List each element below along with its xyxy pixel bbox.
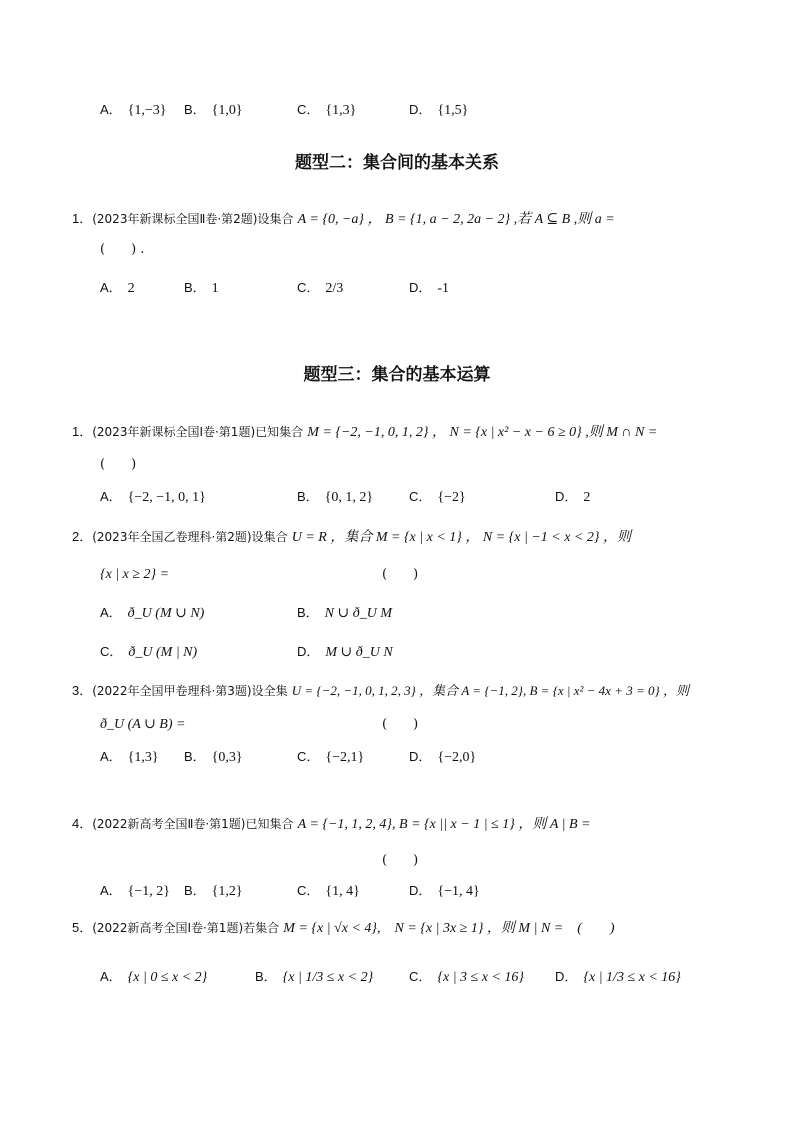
option-label: A． (100, 605, 122, 620)
option-value: 2/3 (325, 281, 344, 296)
question-source: (2022年全国甲卷理科·第3题)设全集 (92, 684, 288, 698)
option-d (297, 643, 393, 662)
question-math: U = {−2, −1, 0, 1, 2, 3} ，集合 A = {−1, 2}, B = {x | x² − 4x + 3 = 0} ，则 (291, 683, 689, 698)
option-label: A． (100, 749, 122, 764)
option-label: D． (555, 489, 578, 504)
section-heading: 题型三：集合的基本运算 (303, 365, 491, 385)
question-source: (2023年新课标全国Ⅰ卷·第1题)已知集合 (92, 425, 304, 439)
option-value: {x | 0 ≤ x < 2} (127, 970, 208, 985)
question-math: {x | x ≥ 2} = (100, 567, 170, 582)
option-value: 1 (211, 281, 219, 296)
option-value: {1, 4} (325, 884, 360, 899)
question-stem-continued (100, 716, 185, 734)
question-stem-continued (100, 566, 169, 584)
option-c (297, 279, 343, 298)
option-a (100, 604, 204, 623)
option-label: D． (409, 883, 432, 898)
option-label: A． (100, 883, 122, 898)
option-label: D． (555, 969, 578, 984)
option-value: {0,3} (211, 750, 243, 765)
option-value: {x | 1/3 ≤ x < 16} (583, 970, 681, 985)
option-label: B． (184, 749, 206, 764)
top-option-c (297, 101, 356, 120)
option-label: C． (297, 883, 320, 898)
option-c (409, 488, 466, 507)
option-value: {−1, 2} (127, 884, 171, 899)
option-d (555, 488, 590, 507)
option-value: {−2} (437, 490, 466, 505)
question-math: A = {−1, 1, 2, 4}, B = {x || x − 1 | ≤ 1} ，则 A | B = (297, 817, 591, 832)
option-value: 2 (127, 281, 135, 296)
option-a (100, 882, 170, 901)
option-label: D． (409, 280, 432, 295)
answer-paren: ( ) . (100, 242, 145, 257)
option-label: A． (100, 489, 122, 504)
question-stem (72, 919, 615, 938)
option-b (297, 488, 373, 507)
option-d (409, 882, 480, 901)
option-label: A． (100, 102, 122, 117)
option-label: D． (409, 102, 432, 117)
option-b (184, 748, 243, 767)
option-value: ð_U (M ∪ N) (127, 606, 205, 621)
option-a (100, 279, 135, 298)
option-label: D． (409, 749, 432, 764)
question-stem (72, 815, 590, 834)
option-label: D． (297, 644, 320, 659)
top-option-b (184, 101, 243, 120)
option-c (409, 968, 524, 987)
option-label: C． (297, 280, 320, 295)
option-label: B． (297, 489, 319, 504)
option-value: N ∪ ð_U M (324, 606, 393, 621)
section-heading: 题型二：集合间的基本关系 (295, 153, 499, 173)
option-value: {x | 1/3 ≤ x < 2} (282, 970, 374, 985)
question-math: A = {0, −a} ， B = {1, a − 2, 2a − 2} ,若 A ⊆ B ,则 a = (297, 212, 615, 227)
question-number: 2． (72, 529, 93, 544)
question-number: 1． (72, 424, 93, 439)
option-b (297, 604, 392, 623)
option-b (184, 279, 219, 298)
option-label: C． (100, 644, 123, 659)
option-value: {0, 1, 2} (324, 490, 374, 505)
option-value: {1,3} (325, 103, 357, 118)
option-label: B． (297, 605, 319, 620)
option-b (255, 968, 373, 987)
question-number: 1． (72, 211, 93, 226)
option-label: C． (409, 969, 432, 984)
option-value: {−2,1} (325, 750, 365, 765)
question-stem (72, 210, 615, 229)
option-label: B． (184, 883, 206, 898)
option-b (184, 882, 243, 901)
question-math: ð_U (A ∪ B) = (100, 717, 186, 732)
answer-paren: ( ) (382, 567, 419, 582)
option-value: {−2,0} (437, 750, 477, 765)
question-math: M = {−2, −1, 0, 1, 2} ， N = {x | x² − x − 6 ≥ 0} ,则 M ∩ N = (307, 425, 658, 440)
option-a (100, 748, 159, 767)
top-option-d (409, 101, 468, 120)
question-number: 3． (72, 683, 93, 698)
option-a (100, 968, 207, 987)
option-label: B． (184, 280, 206, 295)
top-option-a (100, 101, 167, 120)
question-stem (72, 423, 657, 442)
question-source: (2022新高考全国Ⅰ卷·第1题)若集合 (92, 921, 280, 935)
option-c (100, 643, 197, 662)
option-c (297, 748, 364, 767)
answer-paren: ( ) (382, 853, 419, 868)
option-value: {1,2} (211, 884, 243, 899)
question-stem (72, 682, 689, 701)
option-value: {−1, 4} (437, 884, 480, 899)
option-value: {−2, −1, 0, 1} (127, 490, 206, 505)
option-value: {1,5} (437, 103, 469, 118)
option-label: A． (100, 280, 122, 295)
option-label: C． (297, 102, 320, 117)
option-c (297, 882, 360, 901)
option-value: 2 (583, 490, 591, 505)
option-label: B． (184, 102, 206, 117)
option-a (100, 488, 206, 507)
question-source: (2022新高考全国Ⅱ卷·第1题)已知集合 (92, 817, 294, 831)
option-d (409, 748, 476, 767)
question-number: 5． (72, 920, 93, 935)
option-label: B． (255, 969, 277, 984)
option-value: ð_U (M | N) (128, 645, 198, 660)
option-label: C． (297, 749, 320, 764)
answer-paren: ( ) (100, 457, 137, 472)
option-value: {1,0} (211, 103, 243, 118)
question-source: (2023年全国乙卷理科·第2题)设集合 (92, 530, 288, 544)
question-math: M = {x | √x < 4}, N = {x | 3x ≥ 1} ，则 M | N = ( ) (283, 921, 615, 936)
question-number: 4． (72, 816, 93, 831)
option-d (555, 968, 681, 987)
question-math: U = R ，集合 M = {x | x < 1} ， N = {x | −1 < x < 2} ，则 (291, 530, 631, 545)
option-value: {1,3} (127, 750, 159, 765)
question-source: (2023年新课标全国Ⅱ卷·第2题)设集合 (92, 212, 294, 226)
option-label: A． (100, 969, 122, 984)
option-value: {x | 3 ≤ x < 16} (437, 970, 524, 985)
question-stem (72, 528, 631, 547)
option-label: C． (409, 489, 432, 504)
option-value: {1,−3} (127, 103, 167, 118)
option-value: M ∪ ð_U N (325, 645, 393, 660)
option-d (409, 279, 449, 298)
option-value: -1 (437, 281, 450, 296)
answer-paren: ( ) (382, 717, 419, 732)
